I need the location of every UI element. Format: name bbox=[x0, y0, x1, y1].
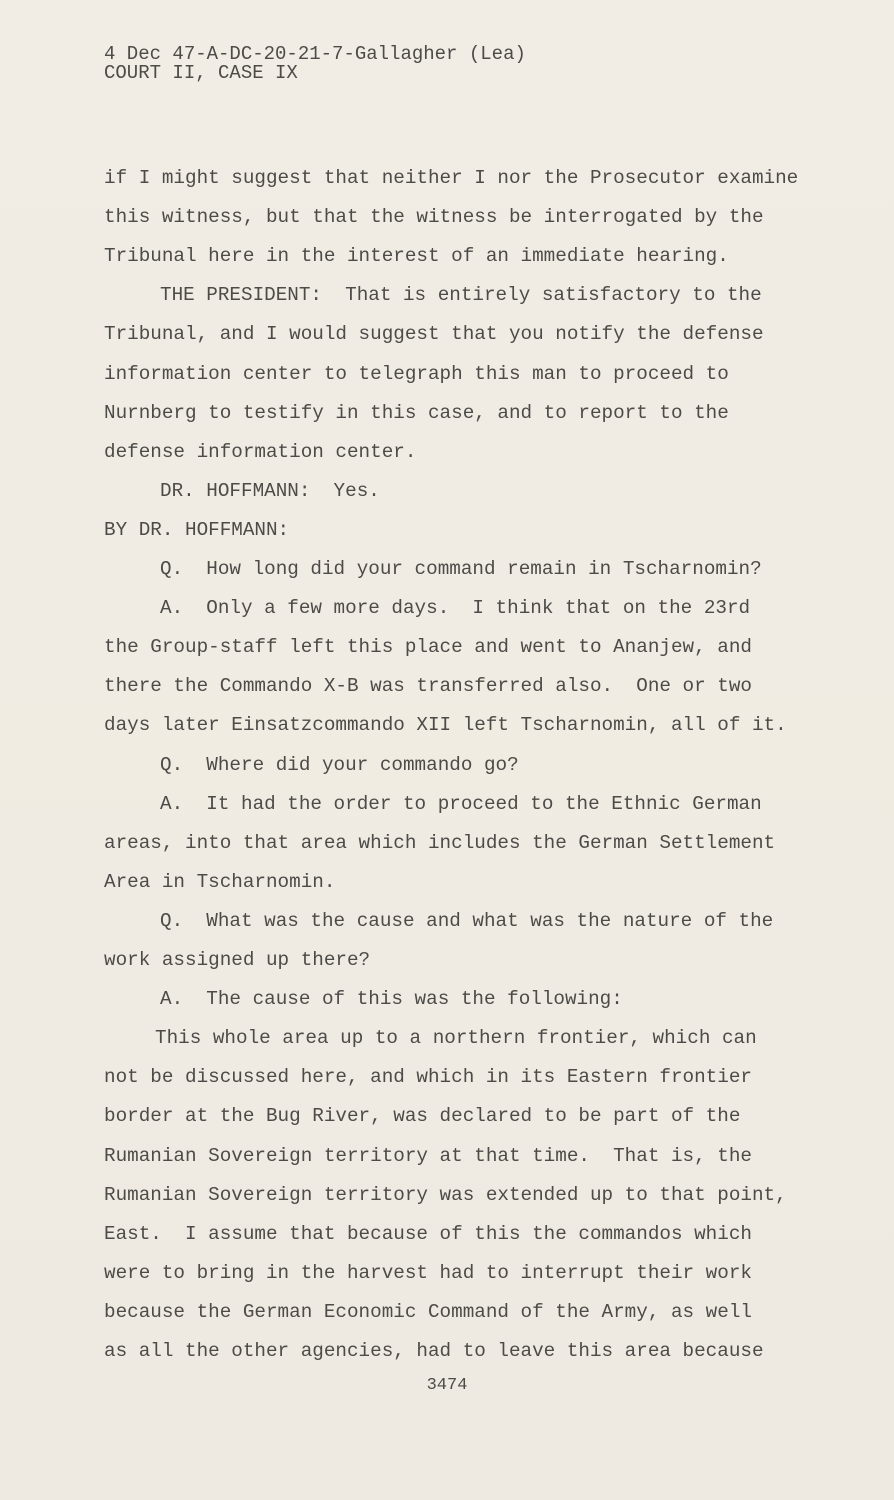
transcript-line: Q. How long did your command remain in Tscharnomin? bbox=[160, 558, 762, 580]
transcript-line: Rumanian Sovereign territory at that time. That is, the bbox=[104, 1144, 752, 1167]
transcript-line: Tribunal here in the interest of an immediate hearing. bbox=[104, 245, 729, 268]
transcript-line: this witness, but that the witness be interrogated by the bbox=[104, 206, 764, 229]
header-reference-line: 4 Dec 47-A-DC-20-21-7-Gallagher (Lea) bbox=[104, 43, 526, 65]
transcript-line: border at the Bug River, was declared to be part of the bbox=[104, 1105, 741, 1128]
transcript-line: were to bring in the harvest had to interrupt their work bbox=[104, 1261, 752, 1284]
transcript-line: This whole area up to a northern frontier, which can bbox=[155, 1027, 757, 1050]
transcript-line: defense information center. bbox=[104, 440, 417, 463]
transcript-line: Q. What was the cause and what was the nature of the bbox=[160, 909, 774, 932]
transcript-line: areas, into that area which includes the German Settlement bbox=[104, 831, 776, 854]
transcript-line: A. Only a few more days. I think that on the 23rd bbox=[160, 597, 751, 620]
transcript-line: the Group-staff left this place and went to Ananjew, and bbox=[104, 636, 752, 659]
transcript-line: DR. HOFFMANN: Yes. bbox=[160, 479, 380, 502]
transcript-line: not be discussed here, and which in its Eastern frontier bbox=[104, 1066, 752, 1089]
transcript-line: as all the other agencies, had to leave this area because bbox=[104, 1340, 764, 1362]
transcript-line: A. The cause of this was the following: bbox=[160, 988, 623, 1011]
transcript-line: Rumanian Sovereign territory was extended up to that point, bbox=[104, 1183, 787, 1206]
header-court-case-line: COURT II, CASE IX bbox=[104, 62, 298, 84]
transcript-line: work assigned up there? bbox=[104, 949, 371, 971]
transcript-line: Area in Tscharnomin. bbox=[104, 870, 336, 893]
transcript-line: A. It had the order to proceed to the Ethnic German bbox=[160, 792, 762, 815]
transcript-line: East. I assume that because of this the commandos which bbox=[104, 1222, 752, 1245]
transcript-line: because the German Economic Command of the Army, as well bbox=[104, 1300, 752, 1323]
transcript-line: if I might suggest that neither I nor the Prosecutor examine bbox=[104, 167, 799, 189]
transcript-line: Tribunal, and I would suggest that you notify the defense bbox=[104, 323, 764, 346]
transcript-line: Q. Where did your commando go? bbox=[160, 753, 519, 776]
page-number: 3474 bbox=[426, 1376, 468, 1395]
transcript-line: Nurnberg to testify in this case, and to report to the bbox=[104, 401, 729, 424]
transcript-line: information center to telegraph this man to proceed to bbox=[104, 362, 729, 385]
transcript-line: days later Einsatzcommando XII left Tscharnomin, all of it. bbox=[104, 714, 787, 737]
transcript-line: there the Commando X-B was transferred also. One or two bbox=[104, 675, 752, 698]
transcript-line: BY DR. HOFFMANN: bbox=[104, 518, 290, 541]
transcript-line: THE PRESIDENT: That is entirely satisfactory to the bbox=[160, 284, 762, 307]
